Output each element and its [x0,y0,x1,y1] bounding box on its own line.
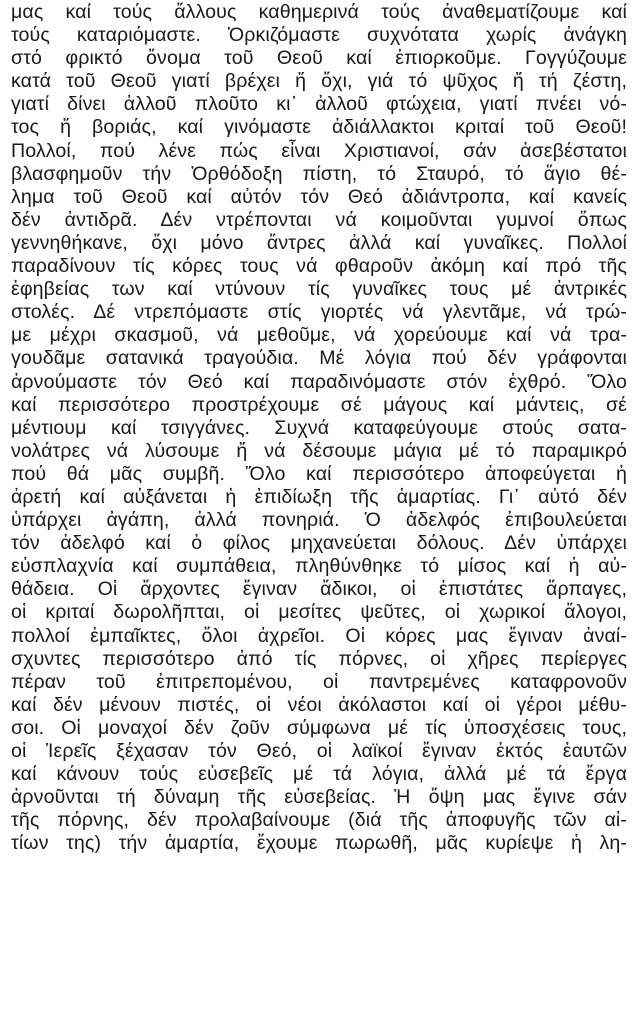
text-line-35: ἀρνοῦνται τή δύναμη τῆς εὐσεβείας. Ἡ ὄψη μας ἔγινε σάν [11,786,627,809]
text-line-32: σοι. Οἱ μοναχοί δέν ζοῦν σύμφωνα μέ τίς ὑποσχέσεις τους, [11,716,627,739]
text-line-11: γεννηθήκανε, ὄχι μόνο ἄντρες ἀλλά καί γυναῖκες. Πολλοί [11,231,627,254]
text-line-27: οἱ κριταί δωρολῆπται, οἱ μεσίτες ψεῦτες, οἱ χωρικοί ἄλογοι, [11,601,627,624]
text-line-4: κατά τοῦ Θεοῦ γιατί βρέχει ἤ ὄχι, γιά τό ψῦχος ἤ τή ζέστη, [11,70,627,93]
text-line-10: δέν ἀντιδρᾶ. Δέν ντρέπονται νά κοιμοῦνται γυμνοί ὅπως [11,208,627,231]
text-line-9: λημα τοῦ Θεοῦ καί αὐτόν τόν Θεό ἀδιάντροπα, καί κανείς [11,185,627,208]
text-line-26: θάδεια. Οἱ ἄρχοντες ἔγιναν ἄδικοι, οἱ ἐπιστάτες ἅρπαγες, [11,578,627,601]
text-line-7: Πολλοί, πού λένε πώς εἶναι Χριστιανοί, σάν ἀσεβέστατοι [11,139,627,162]
text-line-8: βλασφημοῦν τήν Ὀρθόδοξη πίστη, τό Σταυρό, τό ἅγιο θέ- [11,162,627,185]
text-line-19: μέντιουμ καί τσιγγάνες. Συχνά καταφεύγουμε στούς σατα- [11,416,627,439]
body-text [11,1,627,855]
text-line-36: τῆς πόρνης, δέν προλαβαίνουμε (διά τῆς ἀποφυγῆς τῶν αἰ- [11,809,627,832]
text-line-5: γιατί δίνει ἀλλοῦ πλοῦτο κι᾽ ἀλλοῦ φτώχεια, γιατί πνέει νό- [11,93,627,116]
text-line-25: εὐσπλαχνία καί συμπάθεια, πληθύνθηκε τό μίσος καί ἡ αὐ- [11,555,627,578]
text-line-37: τίων της) τήν ἁμαρτία, ἔχουμε πωρωθῆ, μᾶς κυρίεψε ἡ λη- [11,832,627,855]
text-line-3: στό φρικτό ὄνομα τοῦ Θεοῦ καί ἐπιορκοῦμε. Γογγύζουμε [11,47,627,70]
text-line-24: τόν ἀδελφό καί ὁ φίλος μηχανεύεται δόλους. Δέν ὑπάρχει [11,532,627,555]
text-line-12: παραδίνουν τίς κόρες τους νά φθαροῦν ἀκόμη καί πρό τῆς [11,255,627,278]
text-line-20: νολάτρες νά λύσουμε ἤ νά δέσουμε μάγια μέ τό παραμικρό [11,439,627,462]
text-line-31: καί δέν μένουν πιστές, οἱ νέοι ἀκόλαστοι καί οἱ γέροι μέθυ- [11,693,627,716]
text-line-28: πολλοί ἐμπαῖκτες, ὅλοι ἀχρεῖοι. Οἱ κόρες μας ἔγιναν ἀναί- [11,624,627,647]
text-line-1: μας καί τούς ἄλλους καθημερινά τούς ἀναθεματίζουμε καί [11,1,627,23]
text-line-6: τος ἤ βοριάς, καί γινόμαστε ἀδιάλλακτοι κριταί τοῦ Θεοῦ! [11,116,627,139]
text-line-34: καί κάνουν τούς εὐσεβεῖς μέ τά λόγια, ἀλλά μέ τά ἔργα [11,763,627,786]
text-line-22: ἀρετή καί αὐξάνεται ἡ ἐπιδίωξη τῆς ἁμαρτίας. Γι᾽ αὐτό δέν [11,485,627,508]
text-line-33: οἱ Ἱερεῖς ξέχασαν τόν Θεό, οἱ λαϊκοί ἔγιναν ἐκτός ἑαυτῶν [11,740,627,762]
text-line-2: τούς καταριόμαστε. Ὁρκιζόμαστε συχνότατα χωρίς ἀνάγκη [11,24,627,47]
text-line-13: ἐφηβείας των καί ντύνουν τίς γυναῖκες τους μέ ἀντρικές [11,278,627,301]
text-line-29: σχυντες περισσότερο ἀπό τίς πόρνες, οἱ χῆρες περίεργες [11,647,627,670]
text-line-15: με μέχρι σκασμοῦ, νά μεθοῦμε, νά χορεύουμε καί νά τρα- [11,324,627,347]
text-line-30: πέραν τοῦ ἐπιτρεπομένου, οἱ παντρεμένες καταφρονοῦν [11,670,627,693]
text-line-14: στολές. Δέ ντρεπόμαστε στίς γιορτές νά γλεντᾶμε, νά τρώ- [11,301,627,324]
text-line-21: πού θά μᾶς συμβῆ. Ὅλο καί περισσότερο ἀποφεύγεται ἡ [11,462,627,485]
text-line-16: γουδᾶμε σατανικά τραγούδια. Μέ λόγια πού δέν γράφονται [11,347,627,370]
text-line-18: καί περισσότερο προστρέχουμε σέ μάγους καί μάντεις, σέ [11,393,627,416]
text-line-17: ἀρνούμαστε τόν Θεό καί παραδινόμαστε στόν ἐχθρό. Ὅλο [11,370,627,393]
text-line-23: ὑπάρχει ἀγάπη, ἀλλά πονηριά. Ὁ ἀδελφός ἐπιβουλεύεται [11,509,627,532]
